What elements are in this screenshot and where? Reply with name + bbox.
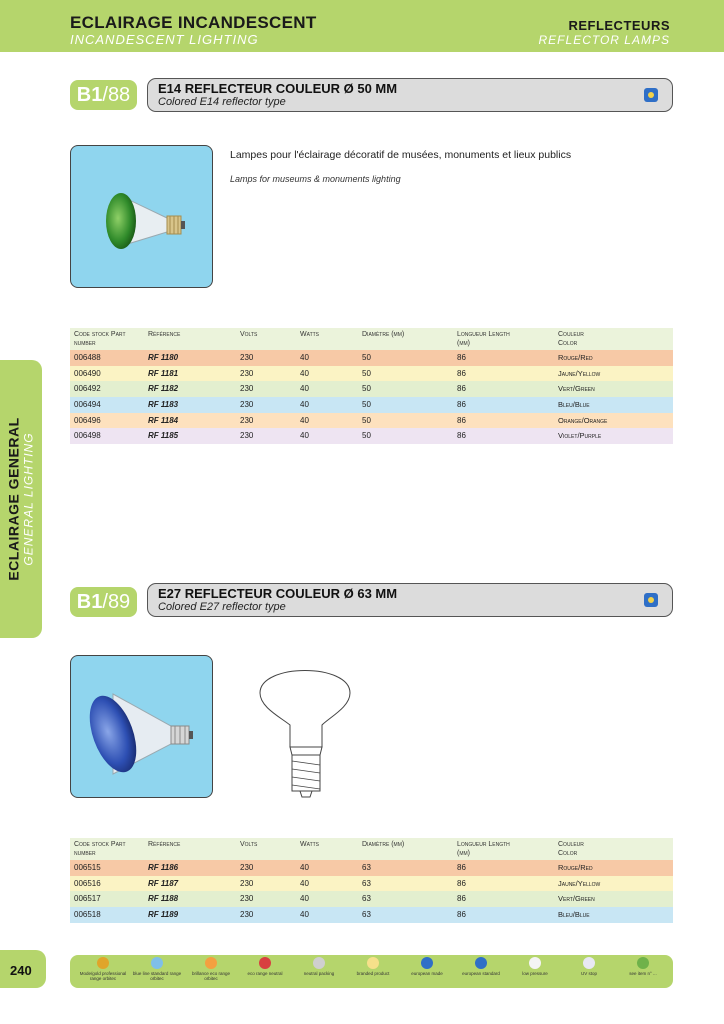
- e14-green-reflector-bulb-icon: [71, 146, 211, 286]
- watts-cell: 40: [300, 431, 309, 441]
- diameter-cell: 63: [362, 894, 371, 904]
- length-cell: 86: [457, 415, 466, 425]
- volts-cell: 230: [240, 368, 254, 378]
- reference-cell: RF 1188: [148, 894, 179, 904]
- diameter-cell: 50: [362, 368, 371, 378]
- col-header-volts: Volts: [240, 841, 258, 848]
- length-cell: 86: [457, 431, 466, 441]
- header-right: [539, 18, 670, 47]
- code-cell: 006516: [74, 878, 101, 888]
- col-header-code: Code stock Part number: [74, 841, 126, 857]
- col-header-length: Longueur Length (mm): [457, 841, 510, 857]
- legend-icon: [529, 957, 541, 969]
- diameter-cell: 50: [362, 415, 371, 425]
- length-cell: 86: [457, 910, 466, 920]
- legend-label: european made: [411, 971, 443, 976]
- legend-label: low pressure: [522, 971, 548, 976]
- section1-product-photo: [70, 145, 213, 288]
- volts-cell: 230: [240, 384, 254, 394]
- legend-item: [132, 957, 182, 981]
- color-cell: Vert/Green: [558, 384, 595, 394]
- legend-icon: [583, 957, 595, 969]
- description-en: Lamps for museums & monuments lighting: [230, 174, 401, 184]
- col-header-volts: Volts: [240, 331, 258, 338]
- col-header-color: Couleur Color: [558, 331, 584, 347]
- description-fr: Lampes pour l'éclairage décoratif de musées, monuments et lieux publics: [230, 149, 572, 161]
- legend-item: [240, 957, 290, 976]
- code-cell: 006490: [74, 368, 101, 378]
- table-row: [70, 381, 673, 397]
- legend-item: [78, 957, 128, 981]
- legend-label: eco range neutral: [247, 971, 283, 976]
- code-cell: 006515: [74, 863, 101, 872]
- legend-item: [348, 957, 398, 976]
- legend-item: [456, 957, 506, 976]
- diameter-cell: 50: [362, 400, 371, 410]
- legend-icon: [259, 957, 271, 969]
- product-type-icon: [644, 88, 658, 102]
- section2-subtitle: Colored E27 reflector type: [158, 601, 286, 613]
- table-row: [70, 397, 673, 413]
- col-header-ref: Référence: [148, 841, 181, 848]
- col-header-watts: Watts: [300, 331, 320, 338]
- length-cell: 86: [457, 863, 466, 872]
- section1-code-prefix: B1: [76, 84, 103, 106]
- reference-cell: RF 1182: [148, 384, 179, 394]
- volts-cell: 230: [240, 400, 254, 410]
- section1-code-suffix: 88: [107, 84, 131, 106]
- e27-blue-reflector-bulb-icon: [71, 656, 211, 796]
- code-cell: 006517: [74, 894, 101, 904]
- watts-cell: 40: [300, 878, 309, 888]
- watts-cell: 40: [300, 353, 309, 362]
- color-cell: Bleu/Blue: [558, 910, 590, 920]
- reflector-lamp-outline-drawing: [250, 655, 360, 805]
- footer-icon-legend: [70, 955, 673, 988]
- diameter-cell: 63: [362, 863, 371, 872]
- color-cell: Violet/Purple: [558, 431, 602, 441]
- reference-cell: RF 1185: [148, 431, 179, 441]
- volts-cell: 230: [240, 415, 254, 425]
- color-cell: Rouge/Red: [558, 353, 593, 362]
- watts-cell: 40: [300, 910, 309, 920]
- table-header-row: [70, 838, 673, 860]
- table-row: [70, 428, 673, 444]
- legend-label: see item n° ...: [629, 971, 657, 976]
- legend-label: brillance eco range orbitec: [191, 971, 231, 981]
- legend-item: [564, 957, 614, 976]
- col-header-diameter: Diamètre (mm): [362, 841, 405, 848]
- code-cell: 006494: [74, 400, 101, 410]
- section1-title-box: [147, 78, 673, 112]
- code-cell: 006498: [74, 431, 101, 441]
- table-row: [70, 876, 673, 892]
- reference-cell: RF 1186: [148, 863, 179, 872]
- diameter-cell: 50: [362, 353, 371, 362]
- table-row: [70, 366, 673, 382]
- color-cell: Jaune/Yellow: [558, 878, 601, 888]
- section1-description: [230, 149, 670, 184]
- diameter-cell: 63: [362, 878, 371, 888]
- length-cell: 86: [457, 894, 466, 904]
- volts-cell: 230: [240, 353, 254, 362]
- length-cell: 86: [457, 353, 466, 362]
- col-header-diameter: Diamètre (mm): [362, 331, 405, 338]
- code-cell: 006496: [74, 415, 101, 425]
- legend-icon: [151, 957, 163, 969]
- header-subtitle: INCANDESCENT LIGHTING: [70, 32, 259, 47]
- length-cell: 86: [457, 384, 466, 394]
- watts-cell: 40: [300, 415, 309, 425]
- reference-cell: RF 1187: [148, 878, 179, 888]
- legend-label: blue line standard range orbitec: [132, 971, 182, 981]
- table-header-row: [70, 328, 673, 350]
- section2-code-prefix: B1: [76, 591, 103, 613]
- legend-label: branded product: [356, 971, 390, 976]
- color-cell: Orange/Orange: [558, 415, 608, 425]
- length-cell: 86: [457, 878, 466, 888]
- volts-cell: 230: [240, 431, 254, 441]
- section1-title: E14 REFLECTEUR COULEUR Ø 50 MM: [158, 81, 398, 96]
- legend-label: Mode/gold professional range orbitec: [79, 971, 127, 981]
- legend-item: [402, 957, 452, 976]
- section2-product-photo: [70, 655, 213, 798]
- watts-cell: 40: [300, 384, 309, 394]
- code-cell: 006492: [74, 384, 101, 394]
- col-header-ref: Référence: [148, 331, 181, 338]
- length-cell: 86: [457, 400, 466, 410]
- col-header-color: Couleur Color: [558, 841, 584, 857]
- reference-cell: RF 1183: [148, 400, 179, 410]
- color-cell: Jaune/Yellow: [558, 368, 601, 378]
- section1-code-badge: B1/88: [70, 80, 137, 110]
- table-row: [70, 907, 673, 923]
- reference-cell: RF 1184: [148, 415, 179, 425]
- diameter-cell: 50: [362, 384, 371, 394]
- header-title: ECLAIRAGE INCANDESCENT: [70, 13, 317, 32]
- watts-cell: 40: [300, 368, 309, 378]
- legend-icon: [475, 957, 487, 969]
- col-header-length: Longueur Length (mm): [457, 331, 510, 347]
- watts-cell: 40: [300, 894, 309, 904]
- legend-item: [618, 957, 668, 976]
- legend-icon: [205, 957, 217, 969]
- legend-icon: [367, 957, 379, 969]
- side-tab-text: [7, 364, 36, 634]
- section1-subtitle: Colored E14 reflector type: [158, 96, 286, 108]
- legend-label: european standard: [462, 971, 500, 976]
- table-row: [70, 350, 673, 366]
- legend-item: [510, 957, 560, 976]
- legend-icon: [313, 957, 325, 969]
- watts-cell: 40: [300, 863, 309, 872]
- section2-title: E27 REFLECTEUR COULEUR Ø 63 MM: [158, 586, 398, 601]
- color-cell: Vert/Green: [558, 894, 595, 904]
- watts-cell: 40: [300, 400, 309, 410]
- legend-label: neutral packing: [303, 971, 335, 976]
- section2-table: [70, 838, 673, 923]
- length-cell: 86: [457, 368, 466, 378]
- volts-cell: 230: [240, 863, 254, 872]
- legend-icon: [421, 957, 433, 969]
- legend-icon: [97, 957, 109, 969]
- legend-item: [294, 957, 344, 976]
- table-row: [70, 891, 673, 907]
- volts-cell: 230: [240, 894, 254, 904]
- color-cell: Rouge/Red: [558, 863, 593, 872]
- header-category-en: REFLECTOR LAMPS: [538, 33, 670, 47]
- table-row: [70, 860, 673, 876]
- code-cell: 006488: [74, 353, 101, 362]
- side-tab-title: ECLAIRAGE GENERAL: [5, 417, 22, 581]
- volts-cell: 230: [240, 910, 254, 920]
- col-header-code: Code stock Part number: [74, 331, 126, 347]
- section2-code-suffix: 89: [107, 591, 131, 613]
- reference-cell: RF 1180: [148, 353, 179, 362]
- legend-item: [186, 957, 236, 981]
- reference-cell: RF 1189: [148, 910, 179, 920]
- section1-table: [70, 328, 673, 444]
- col-header-watts: Watts: [300, 841, 320, 848]
- diameter-cell: 50: [362, 431, 371, 441]
- table-row: [70, 413, 673, 429]
- page-number: 240: [10, 963, 32, 978]
- legend-icon: [637, 957, 649, 969]
- product-type-icon: [644, 593, 658, 607]
- color-cell: Bleu/Blue: [558, 400, 590, 410]
- side-tab-subtitle: GENERAL LIGHTING: [21, 432, 36, 566]
- legend-label: UV stop: [580, 971, 597, 976]
- code-cell: 006518: [74, 910, 101, 920]
- section2-title-box: [147, 583, 673, 617]
- header-category: REFLECTEURS: [568, 18, 670, 33]
- header-left: [70, 14, 317, 47]
- volts-cell: 230: [240, 878, 254, 888]
- diameter-cell: 63: [362, 910, 371, 920]
- section2-code-badge: B1/89: [70, 587, 137, 617]
- reference-cell: RF 1181: [148, 368, 179, 378]
